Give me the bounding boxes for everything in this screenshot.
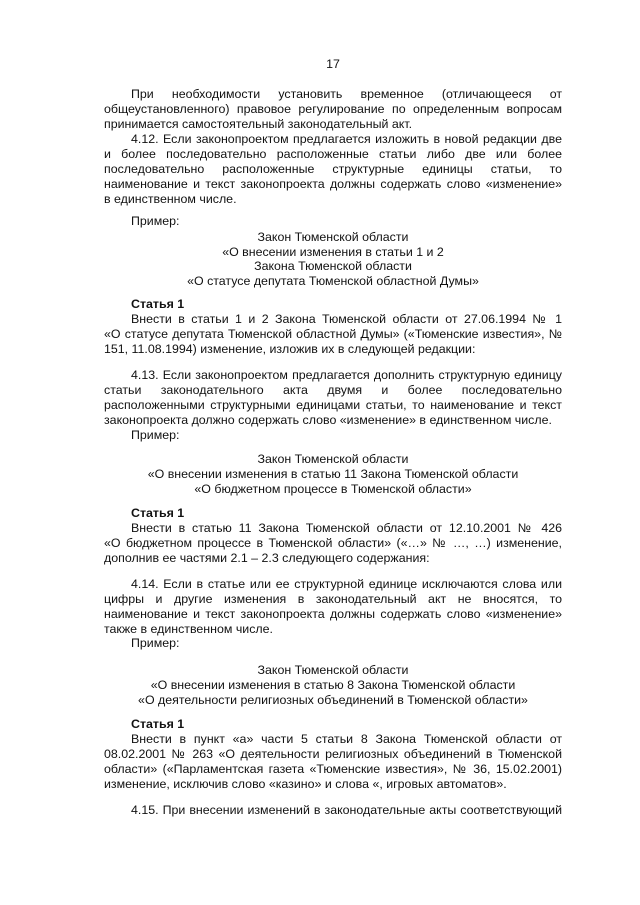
paragraph-line: общеустановленного) правовое регулирование по определенным вопросам: [104, 102, 562, 116]
example-label: Пример:: [131, 214, 180, 228]
paragraph-line: цифры и другие изменения в законодательный акт не вносятся, то: [104, 592, 562, 606]
example-title-line: «О внесении изменения в статью 8 Закона Тюменской области: [150, 678, 516, 692]
paragraph-line: наименование и текст законопроекта должны содержать слово «изменение»: [104, 177, 562, 191]
example-title-line: Закона Тюменской области: [254, 259, 412, 273]
page-number: 17: [326, 57, 340, 71]
paragraph-line: последовательно расположенные структурные единицы статьи, то: [104, 162, 562, 176]
paragraph-line: 4.15. При внесении изменений в законодательные акты соответствующий: [131, 803, 562, 817]
paragraph-line: расположенными структурными единицами статьи, то наименование и текст: [104, 398, 562, 412]
example-label: Пример:: [131, 428, 180, 442]
example-title-line: «О деятельности религиозных объединений в Тюменской области»: [138, 693, 528, 707]
paragraph-line: 4.13. Если законопроектом предлагается дополнить структурную единицу: [131, 368, 562, 382]
example-title-line: «О внесении изменения в статью 11 Закона Тюменской области: [147, 467, 519, 481]
paragraph-line: 4.12. Если законопроектом предлагается изложить в новой редакции две: [131, 132, 562, 146]
paragraph-line: наименование и текст законопроекта должны содержать слово «изменение»: [104, 607, 562, 621]
article-heading: Статья 1: [131, 506, 185, 520]
example-body-line: области» («Парламентская газета «Тюменские известия», № 36, 15.02.2001): [104, 762, 562, 776]
article-heading: Статья 1: [131, 297, 185, 311]
example-title-line: «О внесении изменения в статьи 1 и 2: [222, 245, 444, 259]
example-body-line: «О статусе депутата Тюменской областной Думы» («Тюменские известия», №: [104, 327, 562, 341]
example-body-line: «О бюджетном процессе в Тюменской области» («…» № …, …) изменение,: [104, 536, 562, 550]
paragraph-line: 4.14. Если в статье или ее структурной единице исключаются слова или: [131, 577, 562, 591]
example-body-line: 08.02.2001 № 263 «О деятельности религиозных объединений в Тюменской: [104, 747, 562, 761]
example-body-line: 151, 11.08.1994) изменение, изложив их в следующей редакции:: [104, 342, 476, 356]
example-body-line: дополнив ее частями 2.1 – 2.3 следующего содержания:: [104, 551, 430, 565]
example-title-line: Закон Тюменской области: [257, 663, 409, 677]
paragraph-line: также в единственном числе.: [104, 622, 273, 636]
example-title-line: «О бюджетном процессе в Тюменской области»: [194, 482, 472, 496]
example-title-line: Закон Тюменской области: [257, 452, 409, 466]
paragraph-line: и более последовательно расположенные статьи либо две или более: [104, 147, 562, 161]
example-title-line: «О статусе депутата Тюменской областной Думы»: [187, 274, 479, 288]
paragraph-line: законопроекта должно содержать слово «изменение» в единственном числе.: [104, 413, 552, 427]
paragraph-line: принимается самостоятельный законодательный акт.: [104, 117, 413, 131]
example-label: Пример:: [131, 636, 180, 650]
example-title-line: Закон Тюменской области: [257, 230, 409, 244]
paragraph-line: статьи законодательного акта двумя и более последовательно: [104, 383, 562, 397]
example-body-line: Внести в пункт «а» части 5 статьи 8 Закона Тюменской области от: [131, 732, 562, 746]
paragraph-line: При необходимости установить временное (отличающееся от: [131, 87, 562, 101]
example-body-line: Внести в статью 11 Закона Тюменской области от 12.10.2001 № 426: [131, 521, 562, 535]
example-body-line: Внести в статьи 1 и 2 Закона Тюменской области от 27.06.1994 № 1: [131, 312, 562, 326]
paragraph-line: в единственном числе.: [104, 192, 237, 206]
article-heading: Статья 1: [131, 717, 185, 731]
example-body-line: изменение, исключив слово «казино» и слова «, игровых автоматов».: [104, 777, 507, 791]
